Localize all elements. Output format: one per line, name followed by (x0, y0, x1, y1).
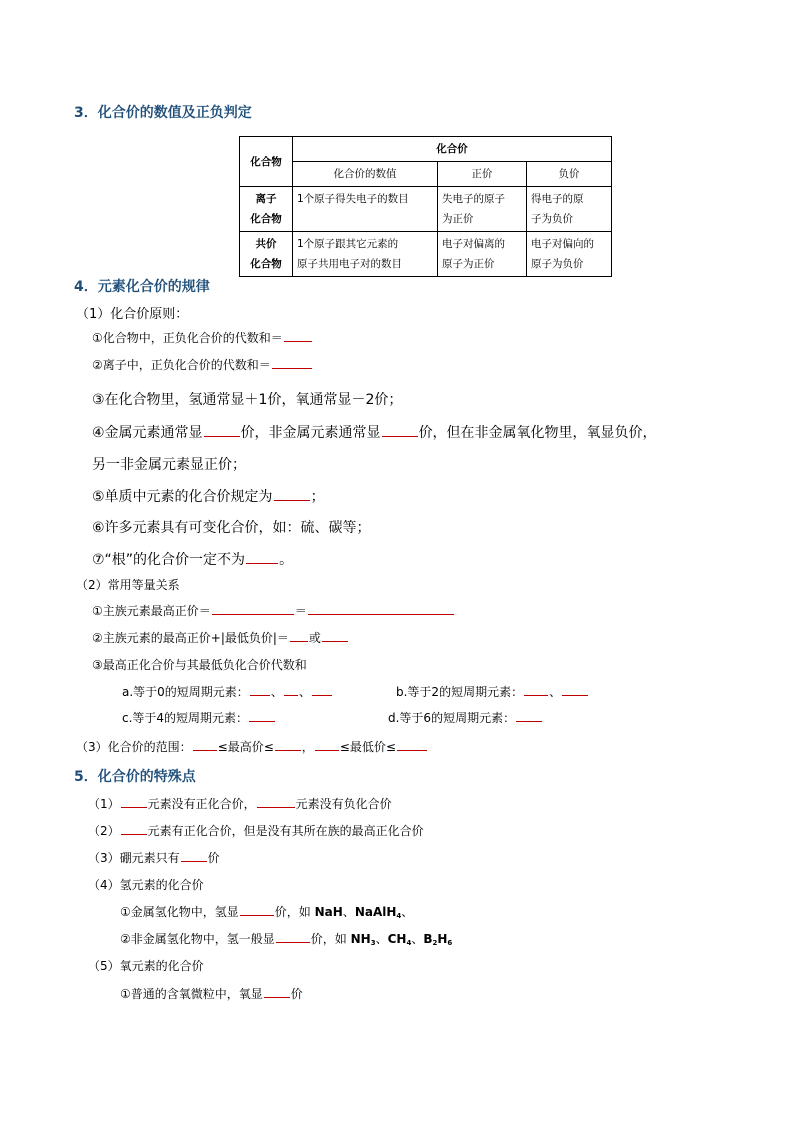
rule-3: ③在化合物里，氢通常显＋1价，氧通常显－2价； (92, 392, 403, 408)
relation-3d: d.等于6的短周期元素： (388, 709, 543, 726)
answer-blank[interactable] (212, 602, 294, 615)
section-4-title: 4．元素化合价的规律 (74, 279, 210, 295)
answer-blank[interactable] (312, 683, 332, 696)
special-3: （3）硼元素只有 价 (88, 851, 220, 865)
answer-blank[interactable] (274, 486, 310, 501)
table-corner: 化合物 (240, 137, 293, 187)
answer-blank[interactable] (246, 549, 278, 564)
answer-blank[interactable] (308, 602, 454, 615)
special-1: （1） 元素没有正化合价， 元素没有负化合价 (88, 797, 392, 811)
rule-2: ②离子中，正负化合价的代数和＝ (92, 356, 313, 373)
col-header-positive: 正价 (438, 162, 527, 187)
relation-3: ③最高正化合价与其最低负化合价代数和 (92, 658, 307, 672)
rule-7: ⑦“根”的化合价一定不为 。 (92, 549, 293, 569)
subheading-2: （2）常用等量关系 (76, 578, 180, 592)
relation-3b: b.等于2的短周期元素： 、 (396, 683, 589, 700)
table-row: 离子 化合物 1个原子得失电子的数目 失电子的原子 为正价 得电子的原 子为负价 (240, 187, 612, 232)
relation-1: ①主族元素最高正价＝ ＝ (92, 602, 455, 619)
answer-blank[interactable] (264, 985, 290, 998)
rule-1: ①化合物中，正负化合价的代数和＝ (92, 329, 313, 346)
rule-6: ⑥许多元素具有可变化合价，如：硫、碳等； (92, 520, 371, 536)
answer-blank[interactable] (284, 329, 312, 342)
subheading-3: （3）化合价的范围： ≤最高价≤ ， ≤最低价≤ (76, 738, 428, 755)
answer-blank[interactable] (516, 709, 542, 722)
answer-blank[interactable] (240, 903, 274, 916)
rule-4-continued: 另一非金属元素显正价； (92, 457, 246, 473)
col-header-negative: 负价 (527, 162, 612, 187)
answer-blank[interactable] (181, 849, 207, 862)
answer-blank[interactable] (272, 356, 312, 369)
answer-blank[interactable] (562, 683, 588, 696)
valence-table (239, 136, 612, 277)
section-3-title: 3．化合价的数值及正负判定 (74, 105, 252, 121)
subheading-1: （1）化合价原则： (76, 307, 189, 322)
special-2: （2） 元素有正化合价，但是没有其所在族的最高正化合价 (88, 824, 424, 838)
answer-blank[interactable] (121, 795, 147, 808)
rule-4: ④金属元素通常显 价，非金属元素通常显 价，但在非金属氧化物里，氧显负价， (92, 422, 657, 442)
answer-blank[interactable] (204, 422, 240, 437)
answer-blank[interactable] (524, 683, 548, 696)
answer-blank[interactable] (193, 738, 217, 751)
relation-3a: a.等于0的短周期元素： 、 、 (122, 683, 333, 700)
answer-blank[interactable] (290, 629, 308, 642)
answer-blank[interactable] (121, 822, 147, 835)
col-header-value: 化合价的数值 (293, 162, 438, 187)
table-row: 共价 化合物 1个原子跟其它元素的 原子共用电子对的数目 电子对偏离的 原子为正价 电子对偏向的 原子为负价 (240, 232, 612, 277)
answer-blank[interactable] (315, 738, 339, 751)
answer-blank[interactable] (250, 683, 270, 696)
table-group-header: 化合价 (293, 137, 612, 162)
special-5: （5）氧元素的化合价 (88, 959, 204, 973)
special-4: （4）氢元素的化合价 (88, 878, 204, 892)
answer-blank[interactable] (276, 930, 310, 943)
section-5-title: 5．化合价的特殊点 (74, 769, 196, 785)
answer-blank[interactable] (397, 738, 427, 751)
answer-blank[interactable] (322, 629, 348, 642)
hydrogen-1: ①金属氢化物中，氢显 价，如 NaH、NaAlH$_4$、 (120, 905, 414, 920)
answer-blank[interactable] (257, 795, 295, 808)
oxygen-1: ①普通的含氧微粒中，氧显 价 (120, 987, 303, 1001)
relation-2: ②主族元素的最高正价+|最低负价|＝ 或 (92, 629, 349, 646)
answer-blank[interactable] (382, 422, 418, 437)
rule-5: ⑤单质中元素的化合价规定为 ； (92, 486, 325, 506)
answer-blank[interactable] (284, 683, 298, 696)
hydrogen-2: ②非金属氢化物中，氢一般显 价，如 $NH_3$、$CH_4$、$B_2H_6$ (120, 932, 453, 947)
answer-blank[interactable] (249, 709, 275, 722)
answer-blank[interactable] (275, 738, 301, 751)
relation-3c: c.等于4的短周期元素： (122, 709, 276, 726)
